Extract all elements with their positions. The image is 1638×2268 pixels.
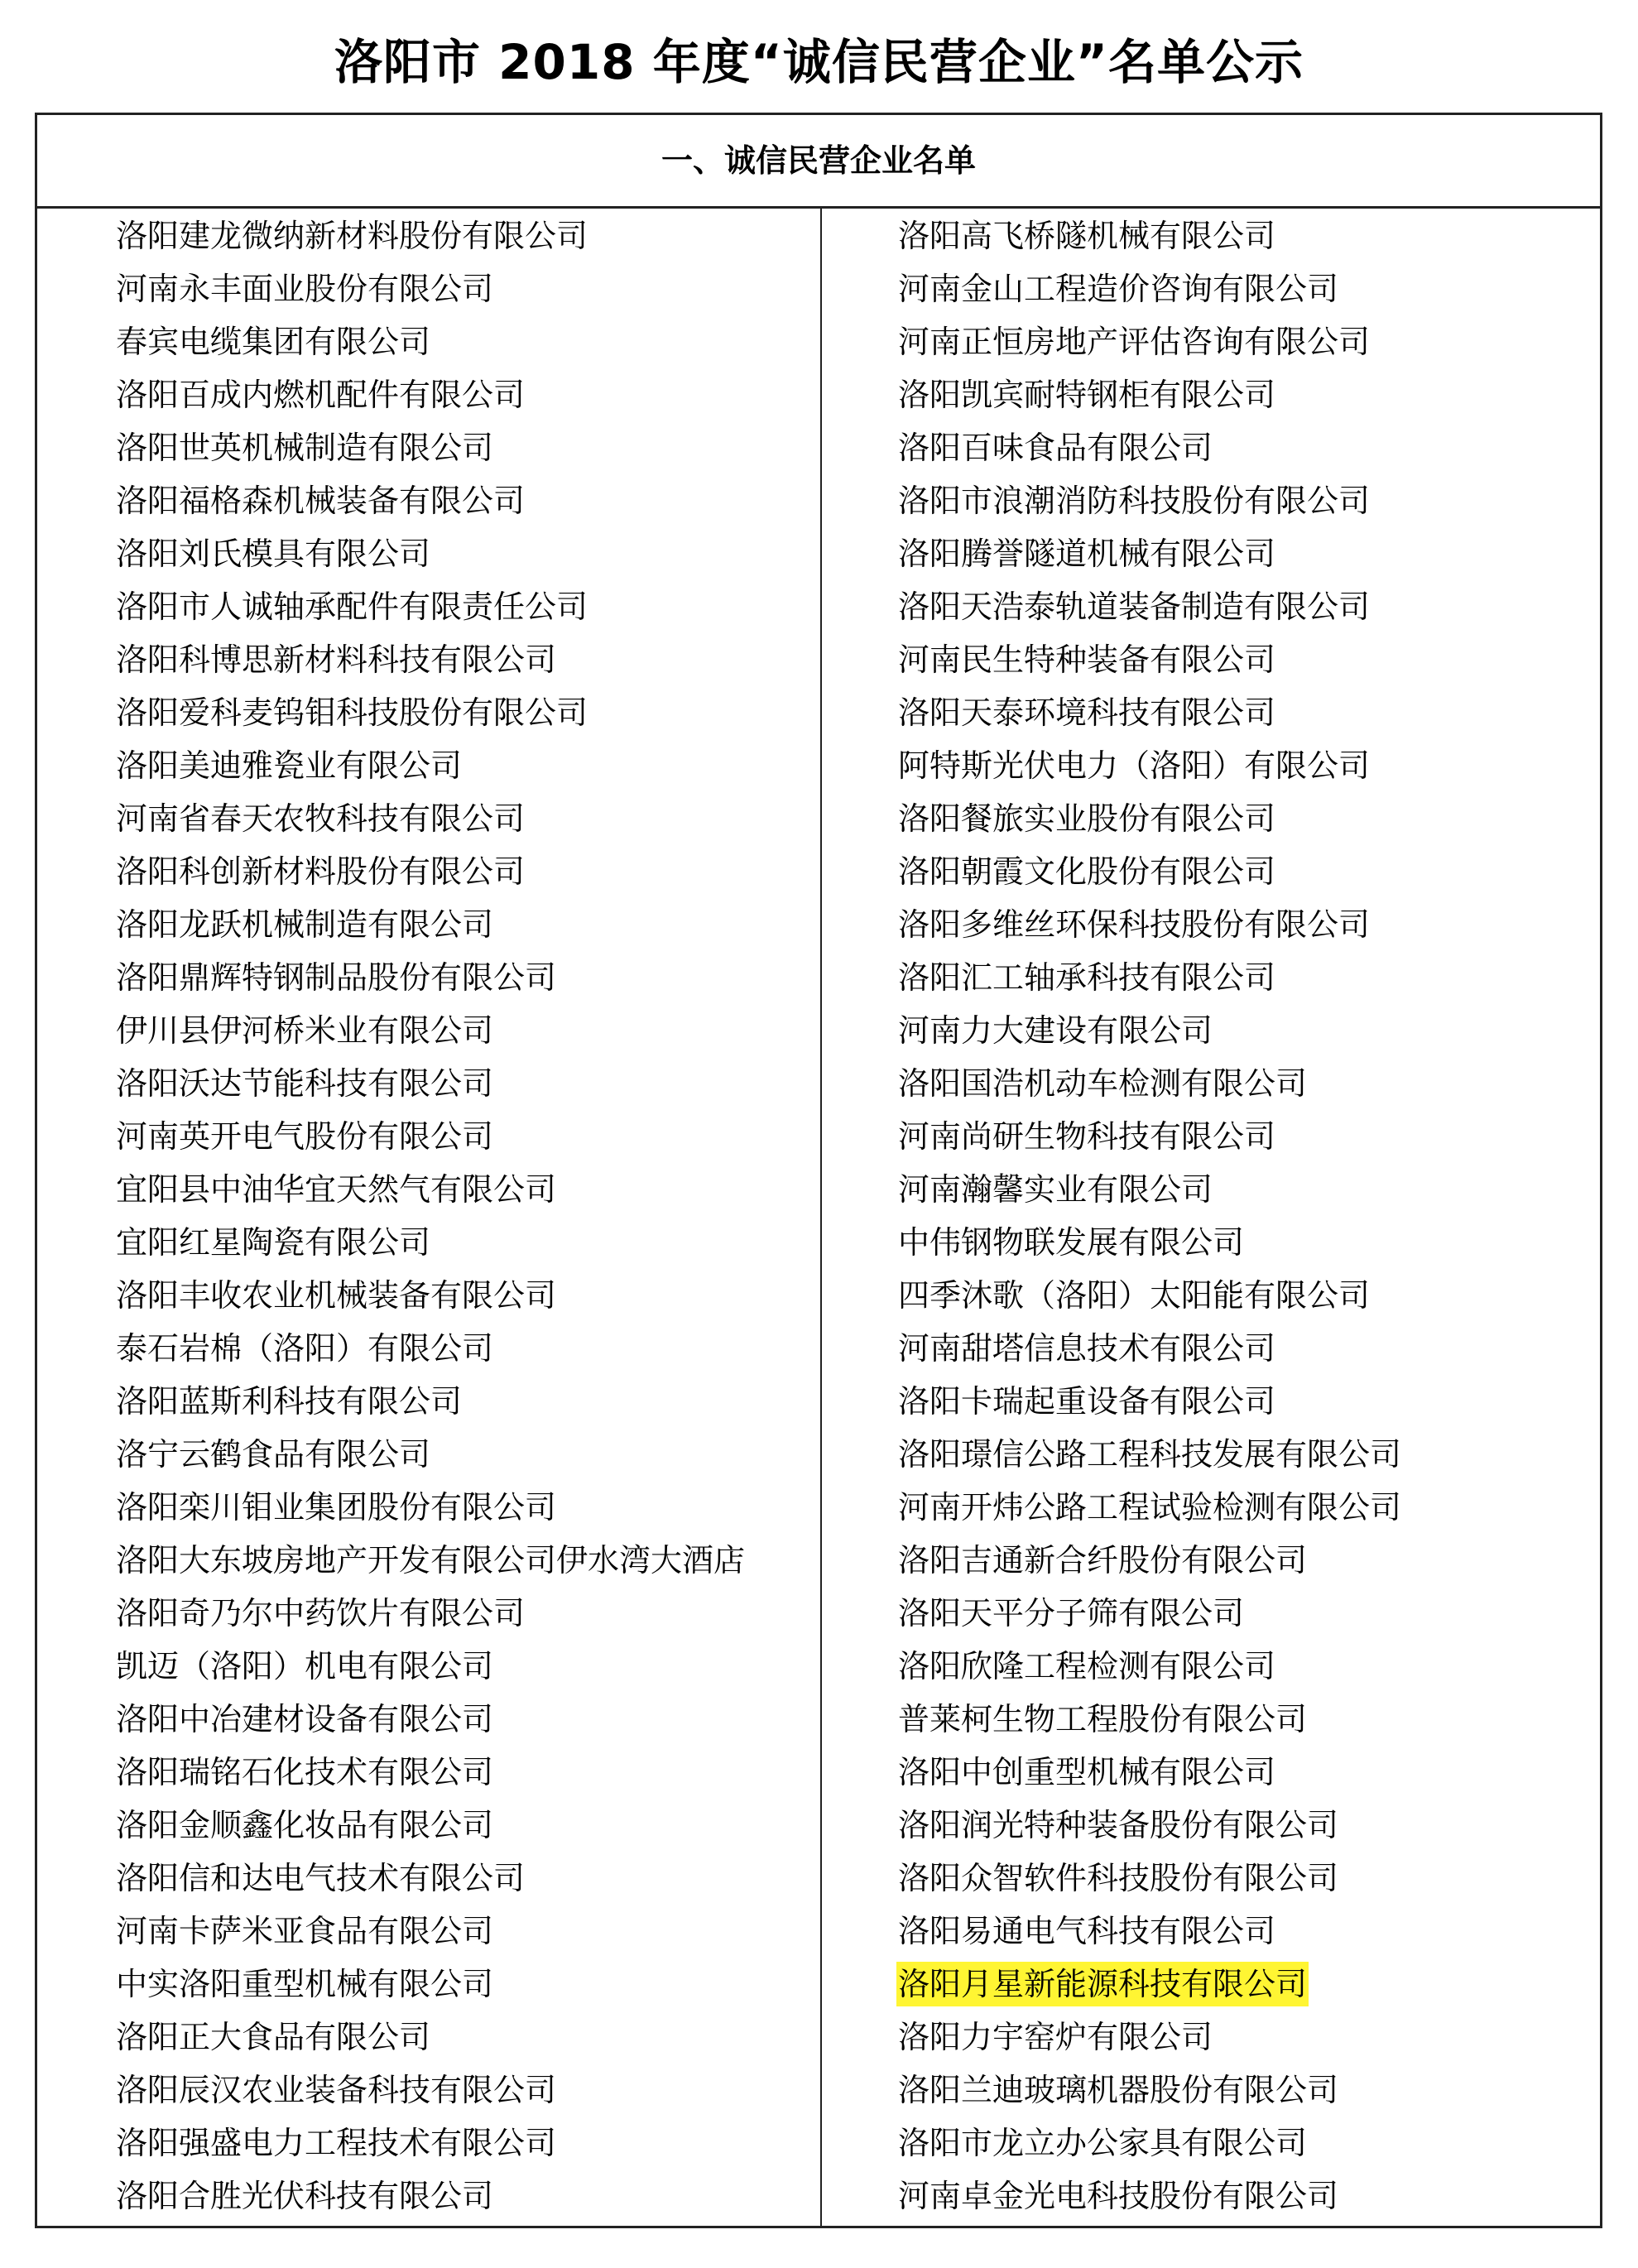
company-name: 中伟钢物联发展有限公司 xyxy=(898,1224,1245,1261)
company-item xyxy=(896,1216,1403,1269)
company-name: 伊川县伊河桥米业有限公司 xyxy=(116,1012,494,1049)
company-item xyxy=(114,792,747,845)
company-name: 洛阳多维丝环保科技股份有限公司 xyxy=(898,906,1371,943)
company-item xyxy=(114,2169,747,2222)
company-name: 洛阳奇乃尔中药饮片有限公司 xyxy=(116,1595,526,1631)
company-item xyxy=(896,792,1403,845)
company-name: 洛阳天浩泰轨道装备制造有限公司 xyxy=(898,589,1371,625)
company-name: 宜阳红星陶瓷有限公司 xyxy=(116,1224,431,1261)
company-item xyxy=(114,1004,747,1057)
company-name: 洛阳月星新能源科技有限公司 xyxy=(896,1962,1309,2006)
company-name: 洛阳吉通新合纤股份有限公司 xyxy=(898,1542,1308,1578)
company-item xyxy=(114,845,747,898)
company-item xyxy=(896,1481,1403,1534)
company-item xyxy=(896,2169,1403,2222)
company-name: 洛阳力宇窑炉有限公司 xyxy=(898,2019,1213,2055)
company-item xyxy=(896,1852,1403,1905)
company-item xyxy=(114,633,747,686)
company-item xyxy=(896,898,1403,951)
company-item xyxy=(896,1322,1403,1375)
company-item xyxy=(896,1428,1403,1481)
company-item xyxy=(114,368,747,421)
company-name: 洛阳天泰环境科技有限公司 xyxy=(898,694,1276,731)
company-item xyxy=(896,739,1403,792)
company-item xyxy=(114,1958,747,2011)
section-header: 一、诚信民营企业名单 xyxy=(37,115,1600,209)
company-name: 洛阳汇工轴承科技有限公司 xyxy=(898,959,1276,996)
company-item xyxy=(896,1375,1403,1428)
company-name: 阿特斯光伏电力（洛阳）有限公司 xyxy=(898,747,1371,784)
company-name: 凯迈（洛阳）机电有限公司 xyxy=(116,1648,494,1684)
company-item xyxy=(896,1004,1403,1057)
company-name: 洛阳瑞铭石化技术有限公司 xyxy=(116,1754,494,1790)
company-item xyxy=(896,1693,1403,1746)
company-item xyxy=(896,474,1403,527)
company-name: 宜阳县中油华宜天然气有限公司 xyxy=(116,1171,557,1208)
company-item xyxy=(114,1163,747,1216)
company-name: 洛阳兰迪玻璃机器股份有限公司 xyxy=(898,2072,1339,2108)
right-company-column xyxy=(896,209,1403,2222)
company-item xyxy=(896,421,1403,474)
company-item xyxy=(114,739,747,792)
company-item xyxy=(896,1057,1403,1110)
company-name: 洛阳国浩机动车检测有限公司 xyxy=(898,1065,1308,1102)
company-item xyxy=(114,1640,747,1693)
company-item xyxy=(114,1269,747,1322)
company-name: 洛阳辰汉农业装备科技有限公司 xyxy=(116,2072,557,2108)
company-name: 河南民生特种装备有限公司 xyxy=(898,641,1276,678)
company-item xyxy=(114,1587,747,1640)
company-item xyxy=(896,315,1403,368)
company-item xyxy=(114,1110,747,1163)
company-name: 中实洛阳重型机械有限公司 xyxy=(116,1966,494,2002)
company-name: 洛阳美迪雅瓷业有限公司 xyxy=(116,747,463,784)
company-item xyxy=(114,421,747,474)
company-name: 洛阳强盛电力工程技术有限公司 xyxy=(116,2125,557,2161)
company-name: 洛阳世英机械制造有限公司 xyxy=(116,430,494,466)
company-name: 洛阳丰收农业机械装备有限公司 xyxy=(116,1277,557,1314)
company-item xyxy=(896,633,1403,686)
company-item xyxy=(114,527,747,580)
company-name: 河南卡萨米亚食品有限公司 xyxy=(116,1913,494,1949)
company-name: 河南金山工程造价咨询有限公司 xyxy=(898,271,1339,307)
company-name: 洛阳高飞桥隧机械有限公司 xyxy=(898,218,1276,254)
company-name: 洛阳科博思新材料科技有限公司 xyxy=(116,641,557,678)
company-item xyxy=(114,1799,747,1852)
company-name: 普莱柯生物工程股份有限公司 xyxy=(898,1701,1308,1737)
company-item xyxy=(114,580,747,633)
company-name: 洛阳卡瑞起重设备有限公司 xyxy=(898,1383,1276,1420)
company-item xyxy=(114,315,747,368)
column-divider xyxy=(820,209,822,2226)
company-name: 河南卓金光电科技股份有限公司 xyxy=(898,2178,1339,2214)
company-name: 洛阳中冶建材设备有限公司 xyxy=(116,1701,494,1737)
company-item xyxy=(896,1163,1403,1216)
company-item xyxy=(896,580,1403,633)
company-name: 洛阳龙跃机械制造有限公司 xyxy=(116,906,494,943)
company-name: 洛宁云鹤食品有限公司 xyxy=(116,1436,431,1473)
company-name: 洛阳栾川钼业集团股份有限公司 xyxy=(116,1489,557,1526)
company-name: 洛阳百成内燃机配件有限公司 xyxy=(116,377,526,413)
company-name: 洛阳众智软件科技股份有限公司 xyxy=(898,1860,1339,1896)
company-item xyxy=(896,686,1403,739)
company-item xyxy=(896,368,1403,421)
company-item xyxy=(114,474,747,527)
company-name: 洛阳百味食品有限公司 xyxy=(898,430,1213,466)
company-item xyxy=(114,1057,747,1110)
company-item xyxy=(896,262,1403,315)
company-name: 洛阳信和达电气技术有限公司 xyxy=(116,1860,526,1896)
company-name: 洛阳润光特种装备股份有限公司 xyxy=(898,1807,1339,1843)
company-name: 河南甜塔信息技术有限公司 xyxy=(898,1330,1276,1367)
company-name: 河南省春天农牧科技有限公司 xyxy=(116,800,526,837)
company-name: 河南英开电气股份有限公司 xyxy=(116,1118,494,1155)
company-name: 洛阳爱科麦钨钼科技股份有限公司 xyxy=(116,694,588,731)
company-item xyxy=(114,1534,747,1587)
company-name: 洛阳市龙立办公家具有限公司 xyxy=(898,2125,1308,2161)
company-item xyxy=(114,209,747,262)
company-name: 洛阳大东坡房地产开发有限公司伊水湾大酒店 xyxy=(116,1542,746,1578)
page-title: 洛阳市 2018 年度“诚信民营企业”名单公示 xyxy=(334,34,1304,90)
company-item xyxy=(896,209,1403,262)
company-item xyxy=(896,1799,1403,1852)
company-item xyxy=(896,1269,1403,1322)
company-name: 洛阳餐旅实业股份有限公司 xyxy=(898,800,1276,837)
company-item xyxy=(896,951,1403,1004)
company-name: 洛阳福格森机械装备有限公司 xyxy=(116,483,526,519)
company-name: 洛阳天平分子筛有限公司 xyxy=(898,1595,1245,1631)
company-name: 洛阳市人诚轴承配件有限责任公司 xyxy=(116,589,588,625)
company-name: 河南正恒房地产评估咨询有限公司 xyxy=(898,324,1371,360)
company-name: 洛阳沃达节能科技有限公司 xyxy=(116,1065,494,1102)
company-name: 洛阳易通电气科技有限公司 xyxy=(898,1913,1276,1949)
company-name: 洛阳鼎辉特钢制品股份有限公司 xyxy=(116,959,557,996)
highlighted-company-item xyxy=(896,1958,1403,2011)
company-item xyxy=(896,2064,1403,2117)
company-name: 四季沐歌（洛阳）太阳能有限公司 xyxy=(898,1277,1371,1314)
company-name: 洛阳建龙微纳新材料股份有限公司 xyxy=(116,218,588,254)
company-item xyxy=(114,1428,747,1481)
company-item xyxy=(114,1481,747,1534)
company-item xyxy=(114,1375,747,1428)
company-item xyxy=(896,1587,1403,1640)
company-name: 河南瀚馨实业有限公司 xyxy=(898,1171,1213,1208)
company-item xyxy=(896,1534,1403,1587)
company-name: 河南永丰面业股份有限公司 xyxy=(116,271,494,307)
company-name: 泰石岩棉（洛阳）有限公司 xyxy=(116,1330,494,1367)
company-item xyxy=(114,1905,747,1958)
company-name: 洛阳凯宾耐特钢柜有限公司 xyxy=(898,377,1276,413)
company-name: 洛阳腾誉隧道机械有限公司 xyxy=(898,536,1276,572)
company-name: 洛阳金顺鑫化妆品有限公司 xyxy=(116,1807,494,1843)
company-item xyxy=(896,1746,1403,1799)
company-name: 洛阳欣隆工程检测有限公司 xyxy=(898,1648,1276,1684)
company-item xyxy=(114,951,747,1004)
company-name: 河南力大建设有限公司 xyxy=(898,1012,1213,1049)
company-name: 洛阳朝霞文化股份有限公司 xyxy=(898,853,1276,890)
company-name: 洛阳璟信公路工程科技发展有限公司 xyxy=(898,1436,1402,1473)
company-item xyxy=(114,1852,747,1905)
company-item xyxy=(896,1110,1403,1163)
company-item xyxy=(896,2011,1403,2064)
company-item xyxy=(114,2064,747,2117)
company-name: 河南尚研生物科技有限公司 xyxy=(898,1118,1276,1155)
company-name: 洛阳刘氏模具有限公司 xyxy=(116,536,431,572)
company-item xyxy=(896,845,1403,898)
company-name: 洛阳合胜光伏科技有限公司 xyxy=(116,2178,494,2214)
company-item xyxy=(896,2117,1403,2169)
company-item xyxy=(114,2117,747,2169)
company-name: 洛阳蓝斯利科技有限公司 xyxy=(116,1383,463,1420)
company-item xyxy=(896,527,1403,580)
company-name: 河南开炜公路工程试验检测有限公司 xyxy=(898,1489,1402,1526)
company-item xyxy=(114,2011,747,2064)
left-company-column xyxy=(114,209,747,2222)
company-name: 洛阳科创新材料股份有限公司 xyxy=(116,853,526,890)
company-item xyxy=(114,1746,747,1799)
company-item xyxy=(114,1693,747,1746)
company-item xyxy=(114,686,747,739)
company-item xyxy=(114,1216,747,1269)
company-name: 春宾电缆集团有限公司 xyxy=(116,324,431,360)
company-item xyxy=(114,262,747,315)
company-name: 洛阳正大食品有限公司 xyxy=(116,2019,431,2055)
company-name: 洛阳市浪潮消防科技股份有限公司 xyxy=(898,483,1371,519)
company-item xyxy=(896,1640,1403,1693)
company-item xyxy=(896,1905,1403,1958)
company-item xyxy=(114,1322,747,1375)
company-name: 洛阳中创重型机械有限公司 xyxy=(898,1754,1276,1790)
company-item xyxy=(114,898,747,951)
